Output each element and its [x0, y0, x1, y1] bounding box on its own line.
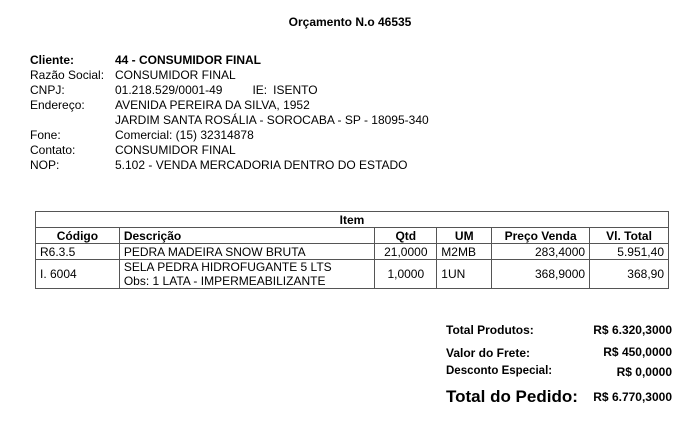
total-pedido-label: Total do Pedido:	[446, 387, 578, 406]
item-qtd: 21,0000	[375, 244, 437, 260]
total-pedido-value: R$ 6.770,3000	[593, 390, 672, 404]
endereco-line1: AVENIDA PEREIRA DA SILVA, 1952	[115, 98, 310, 112]
item-descricao: PEDRA MADEIRA SNOW BRUTA	[119, 244, 374, 260]
endereco-label: Endereço:	[30, 98, 85, 112]
item-descricao-cell	[119, 260, 374, 289]
nop-label: NOP:	[30, 158, 60, 172]
item-descricao: SELA PEDRA HIDROFUGANTE 5 LTS	[123, 260, 332, 274]
endereco-line2: JARDIM SANTA ROSÁLIA - SOROCABA - SP - 18095-340	[115, 113, 429, 127]
ie-label: IE:	[252, 83, 268, 97]
fone-label: Fone:	[30, 128, 61, 142]
header-codigo: Código	[36, 228, 120, 244]
endereco-row	[30, 98, 429, 113]
page-title: Orçamento N.o 46535	[288, 15, 412, 29]
item-total: 368,90	[590, 260, 669, 289]
table-row	[36, 244, 669, 260]
endereco-row-2	[30, 113, 429, 128]
items-table-caption: Item	[36, 212, 669, 228]
razao-social-label: Razão Social:	[30, 68, 105, 82]
total-produtos-value: R$ 6.320,3000	[593, 323, 672, 337]
ie-value: ISENTO	[273, 83, 318, 97]
table-row	[36, 260, 669, 289]
valor-frete-label: Valor do Frete:	[446, 346, 531, 360]
valor-frete-row	[446, 342, 672, 362]
contato-value: CONSUMIDOR FINAL	[115, 143, 236, 157]
item-preco: 283,4000	[492, 244, 590, 260]
fone-value: Comercial: (15) 32314878	[115, 128, 254, 142]
fone-row	[30, 128, 429, 143]
item-um: M2MB	[437, 244, 492, 260]
valor-frete-value: R$ 450,0000	[603, 345, 672, 359]
contato-row	[30, 143, 429, 158]
header-total: Vl. Total	[590, 228, 669, 244]
total-produtos-label: Total Produtos:	[446, 323, 534, 337]
item-total: 5.951,40	[590, 244, 669, 260]
nop-row	[30, 158, 429, 173]
item-qtd: 1,0000	[375, 260, 437, 289]
customer-info	[30, 53, 429, 173]
razao-social-row	[30, 68, 429, 83]
desconto-especial-row	[446, 362, 672, 382]
contato-label: Contato:	[30, 143, 76, 157]
header-qtd: Qtd	[375, 228, 437, 244]
items-table	[35, 211, 669, 289]
cnpj-value: 01.218.529/0001-49	[115, 83, 223, 97]
items-table-header	[36, 228, 669, 244]
cliente-row	[30, 53, 429, 68]
desconto-especial-value: R$ 0,0000	[616, 365, 672, 379]
cliente-value: 44 - CONSUMIDOR FINAL	[115, 53, 262, 67]
total-pedido-row	[446, 382, 672, 410]
cliente-label: Cliente:	[30, 53, 75, 67]
cnpj-row	[30, 83, 429, 98]
nop-value: 5.102 - VENDA MERCADORIA DENTRO DO ESTADO	[115, 158, 408, 172]
desconto-especial-label: Desconto Especial:	[446, 365, 553, 377]
item-codigo: R6.3.5	[36, 244, 120, 260]
item-codigo: I. 6004	[36, 260, 120, 289]
header-descricao: Descrição	[119, 228, 374, 244]
total-produtos-row	[446, 320, 672, 342]
item-obs: Obs: 1 LATA - IMPERMEABILIZANTE	[123, 274, 326, 288]
razao-social-value: CONSUMIDOR FINAL	[115, 68, 236, 82]
header-um: UM	[437, 228, 492, 244]
item-preco: 368,9000	[492, 260, 590, 289]
header-preco: Preço Venda	[492, 228, 590, 244]
item-um: 1UN	[437, 260, 492, 289]
totals-block	[446, 320, 672, 410]
cnpj-label: CNPJ:	[30, 83, 65, 97]
